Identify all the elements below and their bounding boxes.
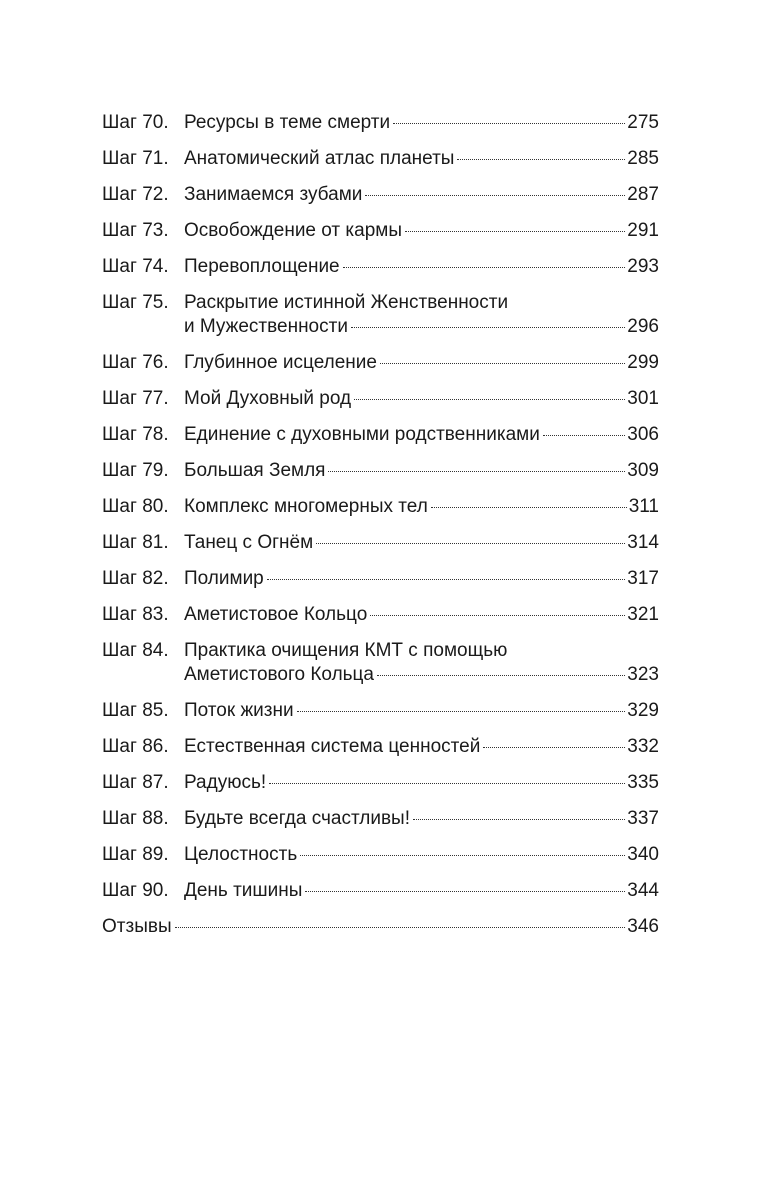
toc-step-number: Шаг 88. [102, 808, 169, 829]
dot-leader [305, 891, 625, 892]
toc-title: Аметистовое Кольцо [184, 604, 368, 625]
toc-entry[interactable] [102, 183, 659, 207]
toc-entry[interactable] [102, 423, 659, 447]
toc-title: Перевоплощение [184, 256, 340, 277]
dot-leader [175, 927, 626, 928]
toc-page-number: 301 [627, 388, 659, 409]
toc-page-number: 293 [627, 256, 659, 277]
toc-page-number: 340 [627, 844, 659, 865]
dot-leader [328, 471, 625, 472]
toc-title: Полимир [184, 568, 264, 589]
toc-step-number: Шаг 79. [102, 460, 169, 481]
toc-title-line: Практика очищения КМТ с помощью [184, 640, 508, 661]
toc-page-number: 332 [627, 736, 659, 757]
toc-step-number: Шаг 83. [102, 604, 169, 625]
toc-entry[interactable] [102, 255, 659, 279]
toc-step-number: Шаг 81. [102, 532, 169, 553]
toc-title: Большая Земля [184, 460, 326, 481]
table-of-contents [102, 111, 659, 951]
toc-title: Освобождение от кармы [184, 220, 402, 241]
toc-entry[interactable] [102, 807, 659, 831]
toc-page-number: 329 [627, 700, 659, 721]
toc-page-number: 317 [627, 568, 659, 589]
toc-title: Отзывы [102, 916, 172, 937]
dot-leader [370, 615, 625, 616]
toc-step-number: Шаг 90. [102, 880, 169, 901]
toc-title: Комплекс многомерных тел [184, 496, 428, 517]
toc-entry[interactable] [102, 771, 659, 795]
toc-page-number: 291 [627, 220, 659, 241]
toc-title: Занимаемся зубами [184, 184, 363, 205]
dot-leader [343, 267, 626, 268]
toc-page-number: 285 [627, 148, 659, 169]
toc-title: Аметистового Кольца [184, 664, 374, 685]
toc-page-number: 296 [627, 316, 659, 337]
toc-entry[interactable] [102, 387, 659, 411]
toc-step-number: Шаг 82. [102, 568, 169, 589]
dot-leader [393, 123, 625, 124]
dot-leader [457, 159, 625, 160]
toc-entry[interactable] [102, 219, 659, 243]
toc-entry[interactable] [102, 459, 659, 483]
toc-step-number: Шаг 73. [102, 220, 169, 241]
toc-entry[interactable] [102, 531, 659, 555]
toc-step-number: Шаг 80. [102, 496, 169, 517]
toc-step-number: Шаг 71. [102, 148, 169, 169]
dot-leader [431, 507, 627, 508]
toc-page-number: 287 [627, 184, 659, 205]
dot-leader [483, 747, 625, 748]
dot-leader [380, 363, 625, 364]
toc-entry[interactable] [102, 699, 659, 723]
toc-title: Ресурсы в теме смерти [184, 112, 391, 133]
toc-entry[interactable] [102, 111, 659, 135]
toc-step-number: Шаг 89. [102, 844, 169, 865]
toc-step-number: Шаг 85. [102, 700, 169, 721]
toc-step-number: Шаг 84. [102, 640, 169, 661]
toc-page-number: 306 [627, 424, 659, 445]
toc-title: Естественная система ценностей [184, 736, 481, 757]
toc-step-number: Шаг 77. [102, 388, 169, 409]
toc-entry[interactable] [102, 879, 659, 903]
dot-leader [543, 435, 625, 436]
toc-entry[interactable] [102, 915, 659, 939]
dot-leader [354, 399, 625, 400]
toc-step-number: Шаг 87. [102, 772, 169, 793]
toc-page-number: 344 [627, 880, 659, 901]
toc-page-number: 314 [627, 532, 659, 553]
toc-page-number: 323 [627, 664, 659, 685]
toc-step-number: Шаг 78. [102, 424, 169, 445]
toc-page-number: 337 [627, 808, 659, 829]
toc-title: Единение с духовными родственниками [184, 424, 540, 445]
dot-leader [267, 579, 626, 580]
toc-title: Радуюсь! [184, 772, 267, 793]
toc-page-number: 311 [628, 496, 659, 517]
toc-page-number: 299 [627, 352, 659, 373]
toc-title: Мой Духовный род [184, 388, 352, 409]
toc-title: Анатомический атлас планеты [184, 148, 455, 169]
toc-entry[interactable] [102, 735, 659, 759]
toc-page-number: 309 [627, 460, 659, 481]
dot-leader [405, 231, 625, 232]
toc-entry[interactable] [102, 291, 659, 339]
toc-entry[interactable] [102, 147, 659, 171]
dot-leader [297, 711, 626, 712]
toc-page-number: 321 [627, 604, 659, 625]
toc-title: и Мужественности [184, 316, 348, 337]
toc-step-number: Шаг 72. [102, 184, 169, 205]
toc-entry[interactable] [102, 351, 659, 375]
toc-step-number: Шаг 70. [102, 112, 169, 133]
toc-step-number: Шаг 74. [102, 256, 169, 277]
toc-entry[interactable] [102, 495, 659, 519]
toc-title: Целостность [184, 844, 298, 865]
toc-entry[interactable] [102, 639, 659, 687]
toc-step-number: Шаг 75. [102, 292, 169, 313]
toc-entry[interactable] [102, 843, 659, 867]
toc-title: Поток жизни [184, 700, 294, 721]
dot-leader [351, 327, 625, 328]
toc-entry[interactable] [102, 567, 659, 591]
toc-title: Будьте всегда счастливы! [184, 808, 410, 829]
dot-leader [365, 195, 625, 196]
toc-page-number: 335 [627, 772, 659, 793]
toc-title: Танец с Огнём [184, 532, 314, 553]
dot-leader [377, 675, 625, 676]
dot-leader [269, 783, 625, 784]
toc-page-number: 346 [627, 916, 659, 937]
toc-title: Глубинное исцеление [184, 352, 377, 373]
toc-title: День тишины [184, 880, 303, 901]
toc-entry[interactable] [102, 603, 659, 627]
toc-step-number: Шаг 86. [102, 736, 169, 757]
toc-step-number: Шаг 76. [102, 352, 169, 373]
dot-leader [300, 855, 625, 856]
toc-title-line: Раскрытие истинной Женственности [184, 292, 509, 313]
dot-leader [413, 819, 625, 820]
toc-page-number: 275 [627, 112, 659, 133]
dot-leader [316, 543, 625, 544]
